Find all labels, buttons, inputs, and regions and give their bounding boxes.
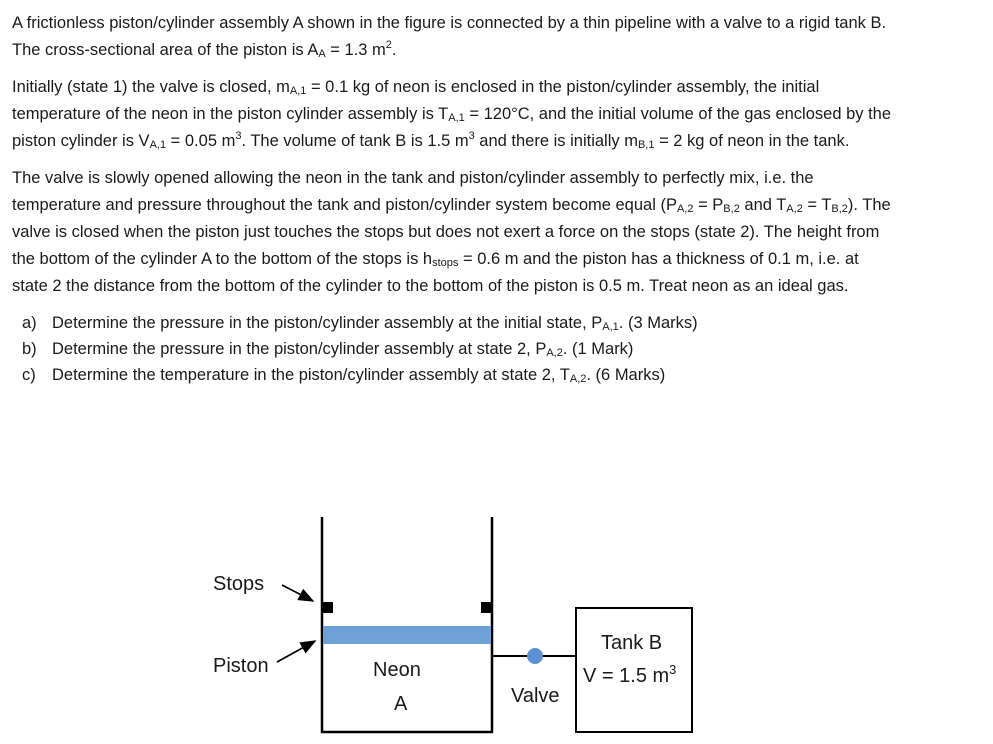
paragraph-initial-state: Initially (state 1) the valve is closed, $m_{A,1} = 0.1$ kg of neon is enclosed in the piston/cylinder assembly, the initial temperature of the neon in the piston cylinder assembly is $T_{A,1} = 120^\circ C$, and the initial volume of the gas enclosed by the piston cylinder is $V_{A,1} = 0.05$ $m^3$. The volume of tank B is 1.5 $m^3$ and there is initially $m_{B,1} = 2$ kg of neon in the tank.	[12, 78, 892, 151]
stops-arrow	[282, 585, 313, 601]
tank-title: Tank B	[601, 632, 663, 654]
problem-text	[12, 10, 892, 388]
stops-label: Stops	[213, 573, 265, 595]
question-item: c) Determine the temperature in the piston/cylinder assembly at state 2, $T_{A,2}$. (6 Marks)	[22, 366, 666, 385]
stop-left	[323, 602, 333, 613]
piston-label: Piston	[213, 655, 269, 677]
stop-right	[481, 602, 491, 613]
question-item: b) Determine the pressure in the piston/cylinder assembly at state 2, $P_{A,2}$. (1 Mark)	[22, 340, 634, 359]
paragraph-final-state: The valve is slowly opened allowing the neon in the tank and piston/cylinder assembly to perfectly mix, i.e. the temperature and pressure throughout the tank and piston/cylinder system become equal ($P_{A,2} = P_{B,2}$ and $T_{A,2} = T_{B,2}$). The valve is closed when the piston just touches the stops but does not exert a force on the stops (state 2). The height from the bottom of the cylinder A to the bottom of the stops is $h_{stops} = 0.6$ m and the piston has a thickness of 0.1 m, i.e. at state 2 the distance from the bottom of the cylinder to the bottom of the piston is 0.5 m. Treat neon as an ideal gas.	[12, 169, 891, 295]
valve-label: Valve	[511, 685, 560, 707]
valve-icon	[527, 648, 543, 664]
piston-tank-diagram	[0, 500, 993, 744]
tank-volume: V = 1.5 $m^3$	[583, 662, 677, 687]
paragraph-intro: A frictionless piston/cylinder assembly A shown in the figure is connected by a thin pipeline with a valve to a rigid tank B. The cross-sectional area of the piston is $A_A = 1.3$ $m^2$.	[12, 14, 887, 60]
question-list	[12, 310, 892, 388]
gas-label: Neon	[373, 659, 421, 681]
cylinder-label: A	[394, 693, 408, 715]
question-item: a) Determine the pressure in the piston/cylinder assembly at the initial state, $P_{A,1}$. (3 Marks)	[22, 314, 698, 333]
piston-arrow	[277, 641, 315, 662]
piston	[323, 626, 491, 644]
